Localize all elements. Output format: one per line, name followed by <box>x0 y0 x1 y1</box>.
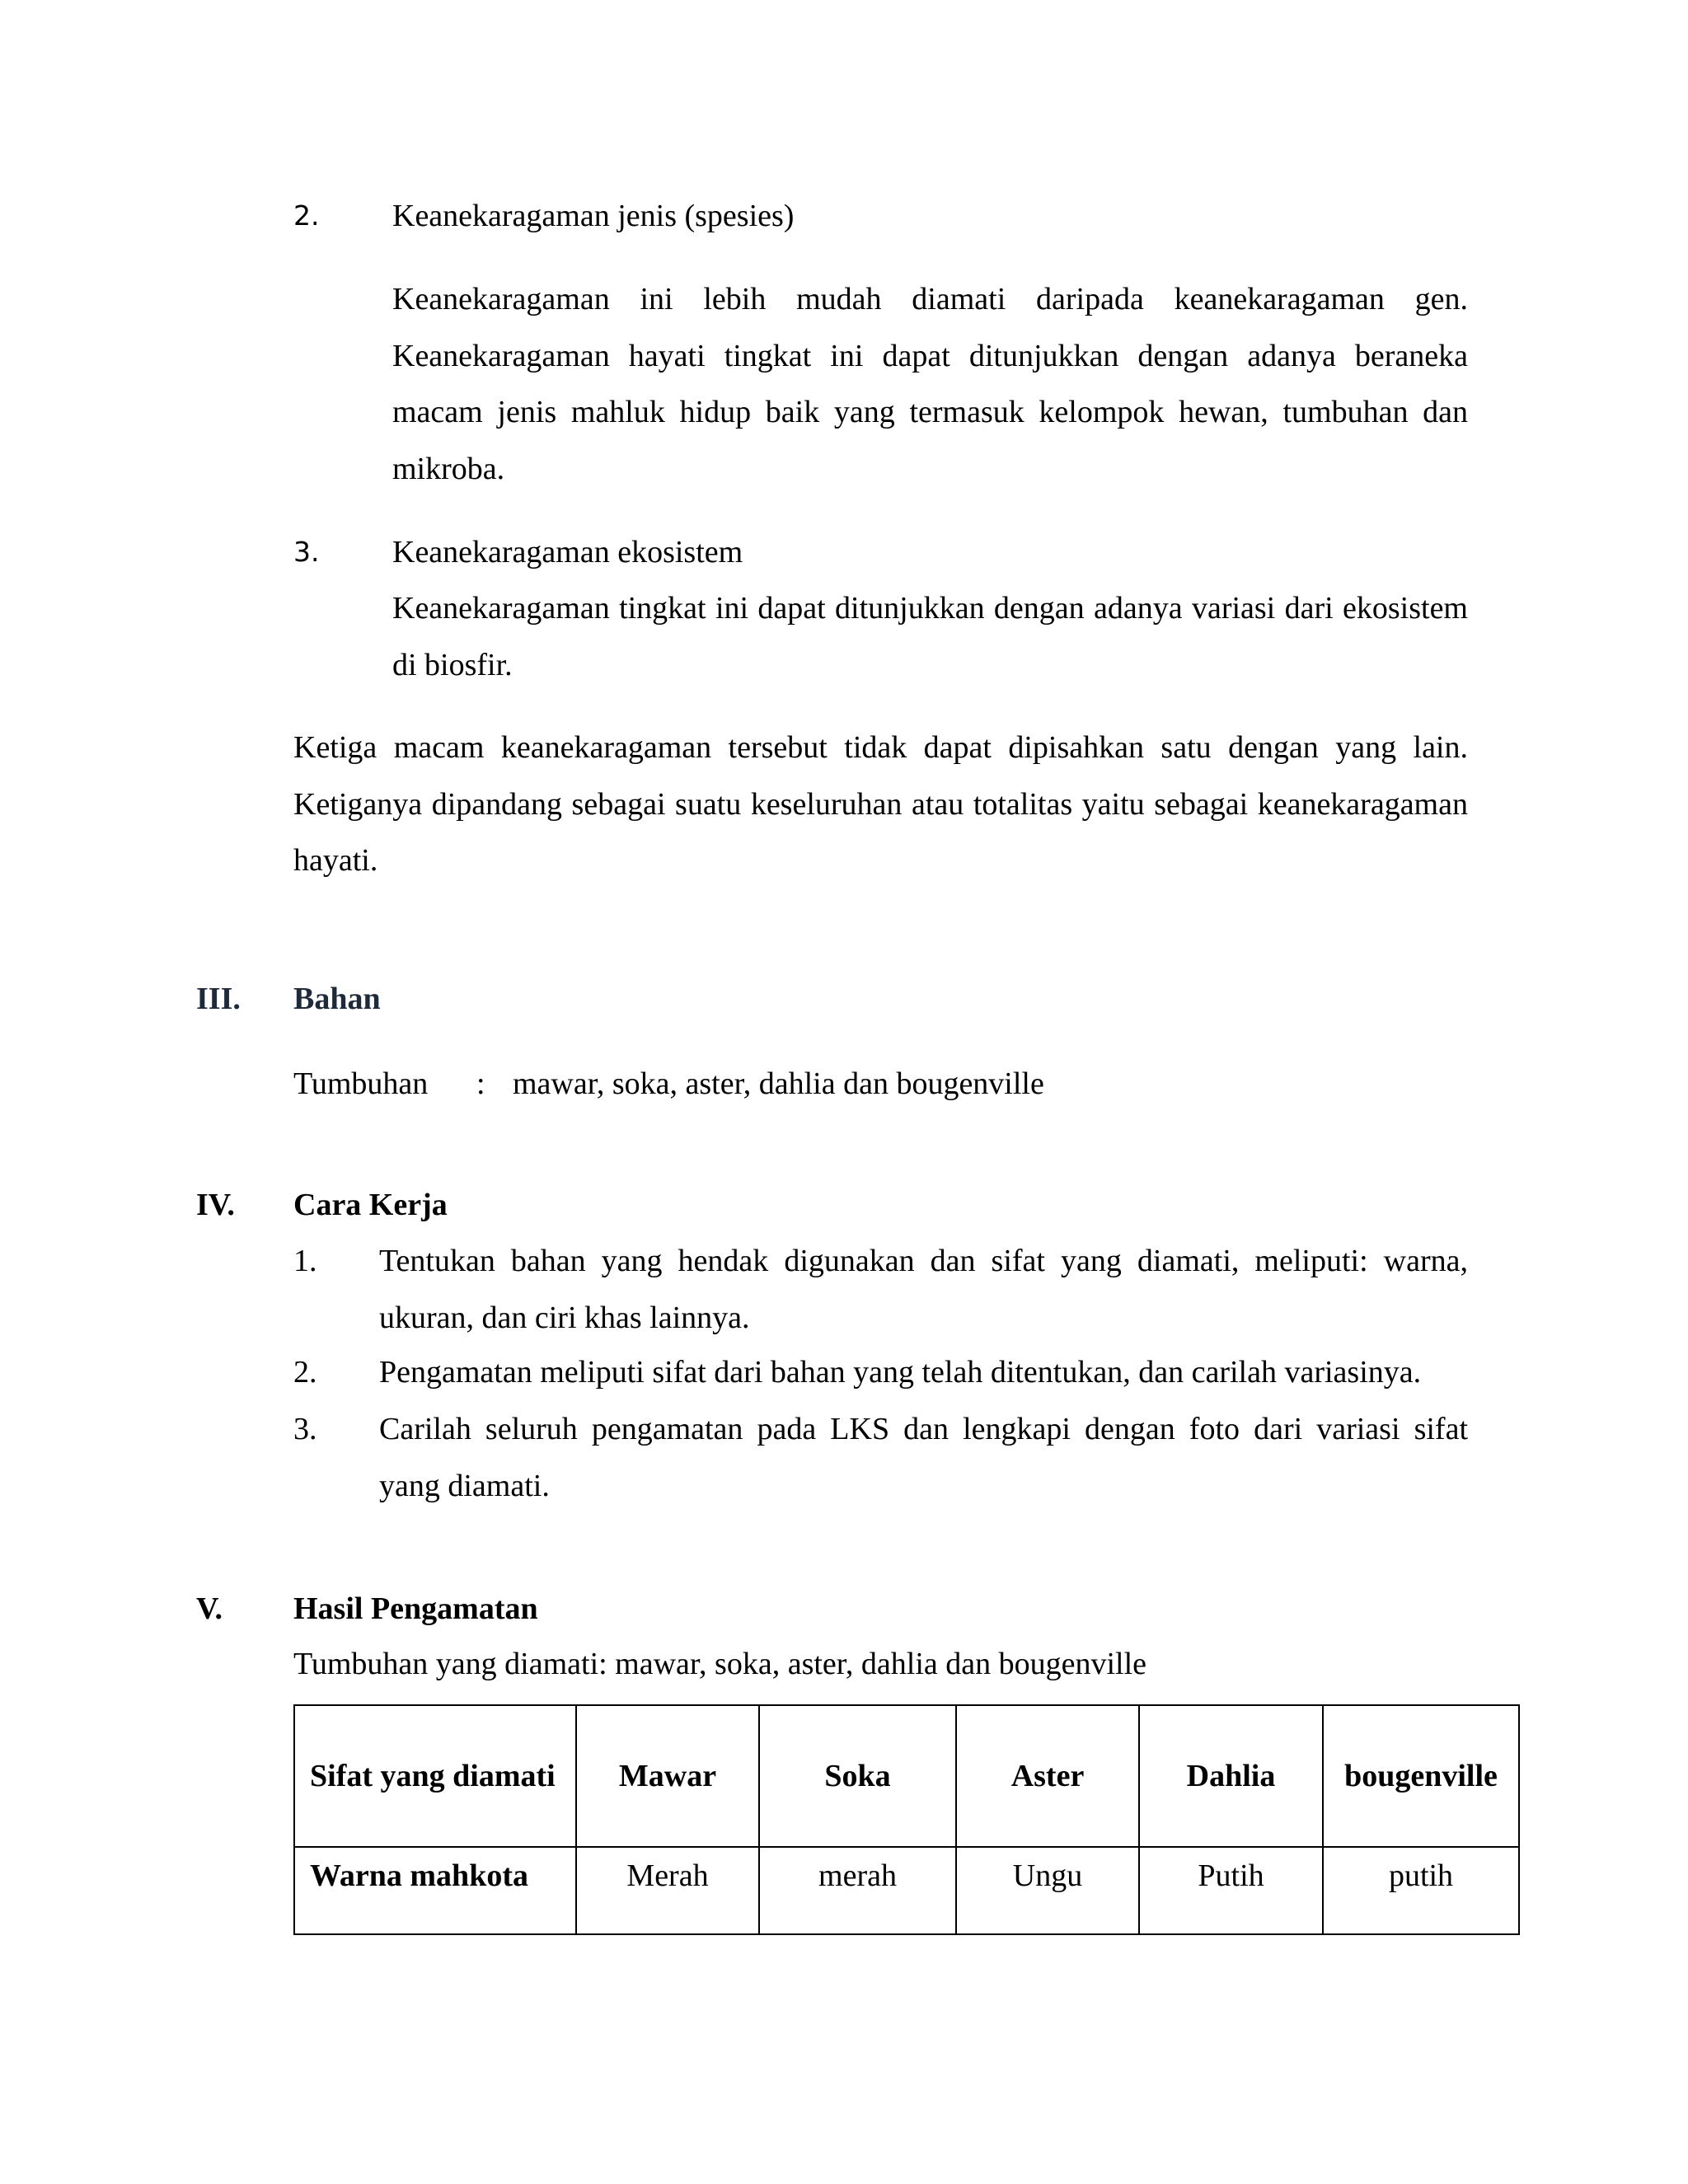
table-header-row <box>294 1705 1519 1847</box>
bahan-label: Tumbuhan <box>293 1066 429 1101</box>
step-text: Pengamatan meliputi sifat dari bahan yang telah ditentukan, dan carilah variasinya. <box>379 1355 1422 1390</box>
section-title: Cara Kerja <box>293 1188 448 1222</box>
step-number: 2. <box>293 1355 317 1390</box>
section-numeral: IV. <box>196 1188 235 1222</box>
section-numeral: V. <box>196 1591 223 1626</box>
table-header-cell: Soka <box>759 1705 956 1847</box>
table-row <box>294 1847 1519 1934</box>
table-cell: putih <box>1323 1847 1519 1934</box>
summary-paragraph: Ketiga macam keanekaragaman tersebut tidak dapat dipisahkan satu dengan yang lain. Ketiganya dipandang sebagai suatu keseluruhan atau totalitas yaitu sebagai keanekaragaman hayati. <box>293 730 1468 878</box>
table-header-cell: Aster <box>956 1705 1139 1847</box>
step-number: 1. <box>293 1244 317 1278</box>
bahan-value: mawar, soka, aster, dahlia dan bougenville <box>513 1066 1044 1101</box>
step-text: Tentukan bahan yang hendak digunakan dan sifat yang diamati, meliputi: warna, ukuran, dan ciri khas lainnya. <box>379 1244 1468 1335</box>
section-title: Hasil Pengamatan <box>293 1591 538 1626</box>
list-number: 3. <box>293 536 320 568</box>
table-cell: Merah <box>576 1847 759 1934</box>
table-header-cell: Sifat yang diamati <box>294 1705 576 1847</box>
step-number: 3. <box>293 1412 317 1446</box>
item-body: Keanekaragaman tingkat ini dapat ditunjukkan dengan adanya variasi dari ekosistem di biosfir. <box>392 591 1468 682</box>
observation-table <box>293 1704 1520 1935</box>
table-header-cell: bougenville <box>1323 1705 1519 1847</box>
table-cell: Ungu <box>956 1847 1139 1934</box>
hasil-intro: Tumbuhan yang diamati: mawar, soka, aster, dahlia dan bougenville <box>293 1647 1147 1681</box>
section-title: Bahan <box>293 982 381 1016</box>
bahan-separator: : <box>476 1066 485 1101</box>
table-cell: Putih <box>1139 1847 1323 1934</box>
item-title: Keanekaragaman ekosistem <box>392 535 743 569</box>
item-title: Keanekaragaman jenis (spesies) <box>392 199 795 233</box>
table-cell: merah <box>759 1847 956 1934</box>
section-numeral: III. <box>196 982 241 1016</box>
table-header-cell: Dahlia <box>1139 1705 1323 1847</box>
table-header-cell: Mawar <box>576 1705 759 1847</box>
list-number: 2. <box>293 199 320 232</box>
item-body: Keanekaragaman ini lebih mudah diamati daripada keanekaragaman gen. Keanekaragaman hayati tingkat ini dapat ditunjukkan dengan adanya beraneka macam jenis mahluk hidup baik yang termasuk kelompok hewan, tumbuhan dan mikroba. <box>392 282 1468 486</box>
table-cell: Warna mahkota <box>294 1847 576 1934</box>
step-text: Carilah seluruh pengamatan pada LKS dan lengkapi dengan foto dari variasi sifat yang diamati. <box>379 1412 1468 1503</box>
